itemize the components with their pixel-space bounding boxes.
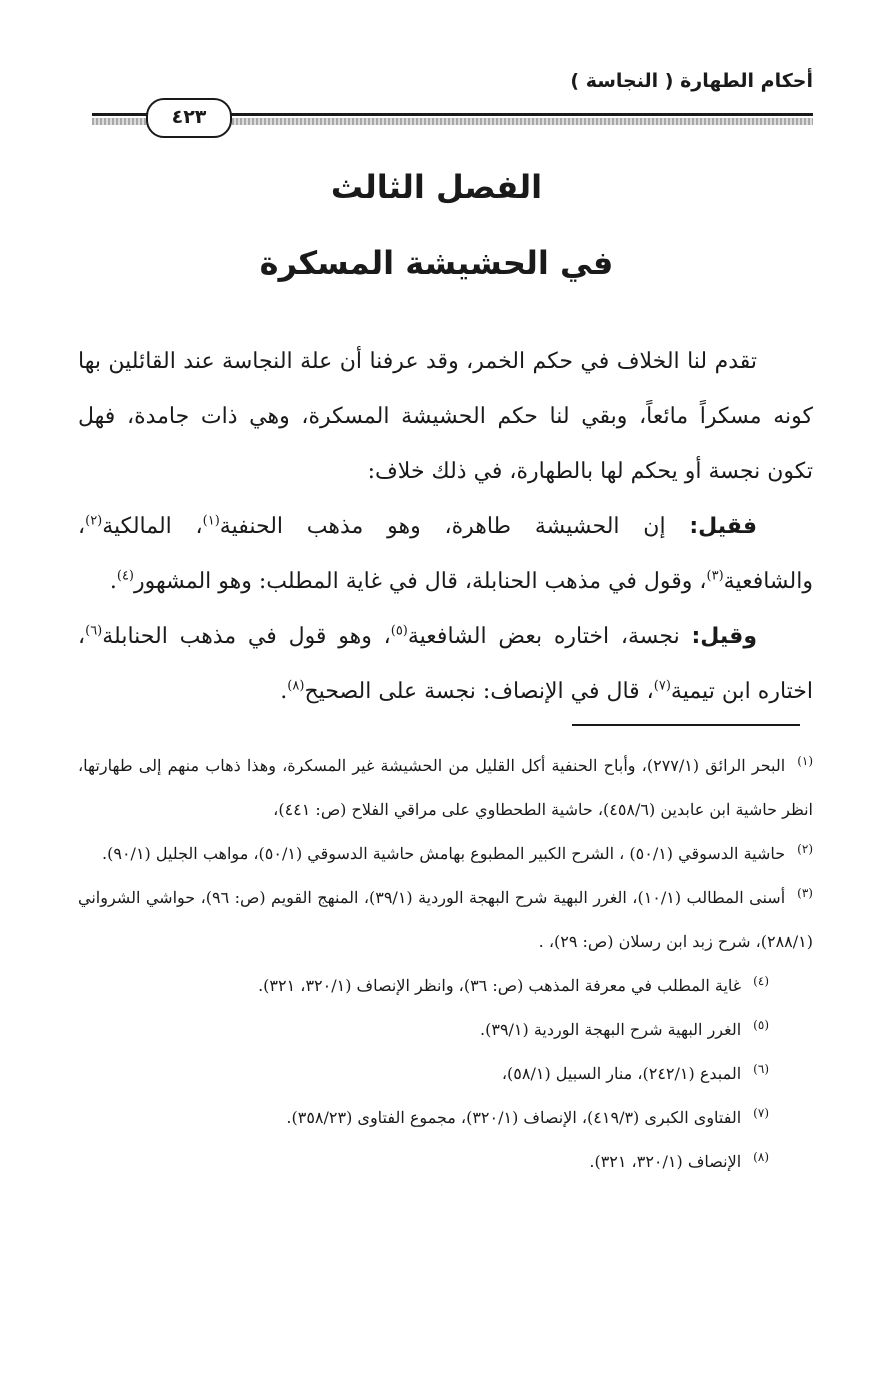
footnote-marker[interactable]: (٤) — [116, 568, 134, 584]
footnote-marker[interactable]: (٥) — [390, 623, 408, 639]
footnote-text: البحر الرائق (٢٧٧/١)، وأباح الحنفية أكل القليل من الحشيشة غير المسكرة، وهذا ذهاب منهم إلى طهارتها، انظر حاشية ابن عابدين (٤٥٨/٦)، حاشية الطحطاوي على مراقي الفلاح (ص: ٤٤١)، — [78, 756, 813, 819]
opinion-lead: فقيل: — [689, 514, 757, 539]
paragraph-text: ، وقول في مذهب الحنابلة، قال في غاية المطلب: وهو المشهور — [134, 569, 707, 594]
footnote — [78, 964, 769, 1008]
footnote-separator — [572, 724, 800, 726]
paragraph-text: ، وهو قول في مذهب الحنابلة — [102, 624, 391, 649]
footnote-text: غاية المطلب في معرفة المذهب (ص: ٣٦)، وانظر الإنصاف (٣٢٠/١، ٣٢١). — [258, 976, 742, 995]
footnote-marker[interactable]: (٨) — [287, 678, 305, 694]
footnote — [78, 876, 813, 964]
footnote-text: الغرر البهية شرح البهجة الوردية (٣٩/١). — [480, 1020, 742, 1039]
running-header-title: أحكام الطهارة ( النجاسة ) — [570, 70, 813, 92]
paragraph-text: إن الحشيشة طاهرة، وهو مذهب الحنفية — [219, 514, 690, 539]
footnote — [78, 1052, 769, 1096]
paragraph-text: ، قال في الإنصاف: نجسة على الصحيح — [304, 679, 654, 704]
footnote-number: (٣) — [797, 885, 813, 900]
body-text — [78, 334, 813, 719]
footnote-marker[interactable]: (٧) — [653, 678, 671, 694]
footnote-number: (٤) — [753, 973, 769, 988]
paragraph-text: نجسة، اختاره بعض الشافعية — [407, 624, 692, 649]
paragraph-text: ، اختاره ابن تيمية — [78, 624, 813, 704]
footnote-number: (١) — [797, 753, 814, 768]
footnote-marker[interactable]: (٢) — [85, 513, 103, 529]
footnote-number: (٢) — [797, 841, 813, 856]
opinion-lead: وقيل: — [691, 624, 757, 649]
footnote-marker[interactable]: (٣) — [706, 568, 724, 584]
paragraph-intro: تقدم لنا الخلاف في حكم الخمر، وقد عرفنا أن علة النجاسة عند القائلين بها كونه مسكراً مائعاً، وبقي لنا حكم الحشيشة المسكرة، وهي ذات جامدة، فهل تكون نجسة أو يحكم لها بالطهارة، في ذلك خلاف: — [78, 349, 813, 484]
page-number: ٤٢٣ — [146, 98, 232, 138]
footnote-text: الإنصاف (٣٢٠/١، ٣٢١). — [589, 1152, 742, 1171]
footnote — [78, 1008, 769, 1052]
section-title: في الحشيشة المسكرة — [259, 244, 614, 282]
footnote-marker[interactable]: (١) — [202, 513, 220, 529]
footnote-text: حاشية الدسوقي (٥٠/١) ، الشرح الكبير المطبوع بهامش حاشية الدسوقي (٥٠/١)، مواهب الجليل (٩٠/١). — [102, 844, 786, 863]
footnote — [78, 832, 813, 876]
footnote-number: (٨) — [753, 1149, 769, 1164]
footnote — [78, 1096, 769, 1140]
footnote — [78, 744, 813, 832]
footnote-text: الفتاوى الكبرى (٤١٩/٣)، الإنصاف (٣٢٠/١)، مجموع الفتاوى (٣٥٨/٢٣). — [286, 1108, 742, 1127]
footnote-number: (٦) — [753, 1061, 769, 1076]
footnote-text: المبدع (٢٤٢/١)، منار السبيل (٥٨/١)، — [501, 1064, 742, 1083]
footnotes — [78, 744, 813, 1184]
footnote-number: (٥) — [753, 1017, 769, 1032]
paragraph-text: ، المالكية — [102, 514, 203, 539]
paragraph-text: ، والشافعية — [78, 514, 813, 594]
paragraph-text: . — [109, 569, 117, 594]
paragraph-text: . — [280, 679, 288, 704]
footnote-marker[interactable]: (٦) — [85, 623, 103, 639]
footnote-text: أسنى المطالب (١٠/١)، الغرر البهية شرح البهجة الوردية (٣٩/١)، المنهج القويم (ص: ٩٦)، حواشي الشرواني (٢٨٨/١)، شرح زبد ابن رسلان (ص: ٢٩)، . — [78, 888, 813, 951]
footnote — [78, 1140, 769, 1184]
paragraph-second-opinion — [78, 609, 813, 719]
paragraph-first-opinion — [78, 499, 813, 609]
footnote-number: (٧) — [753, 1105, 769, 1120]
chapter-title: الفصل الثالث — [330, 168, 543, 206]
